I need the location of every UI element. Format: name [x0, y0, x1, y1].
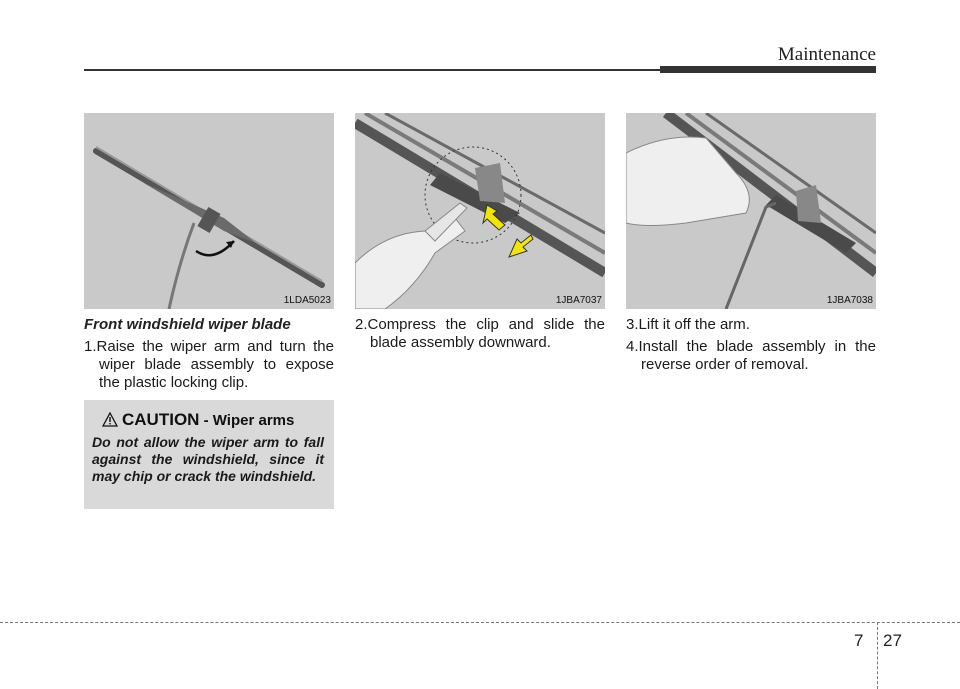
- figure-wiper-lift: [626, 113, 876, 309]
- wiper-raised-arm-illustration: [84, 113, 334, 309]
- figure-code: 1JBA7037: [555, 295, 602, 306]
- step-text: Lift it off the arm.: [638, 316, 750, 333]
- wiper-lift-off-illustration: [626, 113, 876, 309]
- footer-divider: [877, 622, 878, 689]
- step-number: 4.: [626, 338, 639, 355]
- section-title: Front windshield wiper blade: [84, 316, 291, 333]
- step-4: [626, 338, 876, 374]
- warning-triangle-icon: [102, 412, 118, 432]
- caution-heading: [102, 410, 294, 432]
- step-text: Install the blade assembly in the reverse order of removal.: [638, 338, 876, 373]
- step-number: 3.: [626, 316, 639, 333]
- caution-subtitle: - Wiper arms: [199, 412, 295, 429]
- step-3: [626, 316, 876, 334]
- step-text: Compress the clip and slide the blade assembly downward.: [367, 316, 605, 351]
- step-2: [355, 316, 605, 352]
- caution-label: CAUTION: [122, 410, 200, 429]
- step-1: [84, 338, 334, 392]
- wiper-clip-compress-illustration: [355, 113, 605, 309]
- figure-wiper-clip: [355, 113, 605, 309]
- header-title: Maintenance: [777, 44, 876, 65]
- step-number: 2.: [355, 316, 368, 333]
- figure-wiper-raised: [84, 113, 334, 309]
- header-rule: [84, 69, 660, 71]
- figure-code: 1LDA5023: [283, 295, 331, 306]
- chapter-number: 7: [854, 631, 864, 650]
- page-number: 27: [883, 631, 902, 650]
- caution-box: [84, 400, 334, 509]
- step-text: Raise the wiper arm and turn the wiper blade assembly to expose the plastic locking clip.: [96, 338, 334, 391]
- header-rule-accent: [660, 66, 876, 73]
- footer-rule: [0, 622, 960, 623]
- figure-code: 1JBA7038: [826, 295, 873, 306]
- caution-text: Do not allow the wiper arm to fall against the windshield, since it may chip or crack the windshield.: [92, 434, 324, 484]
- step-number: 1.: [84, 338, 97, 355]
